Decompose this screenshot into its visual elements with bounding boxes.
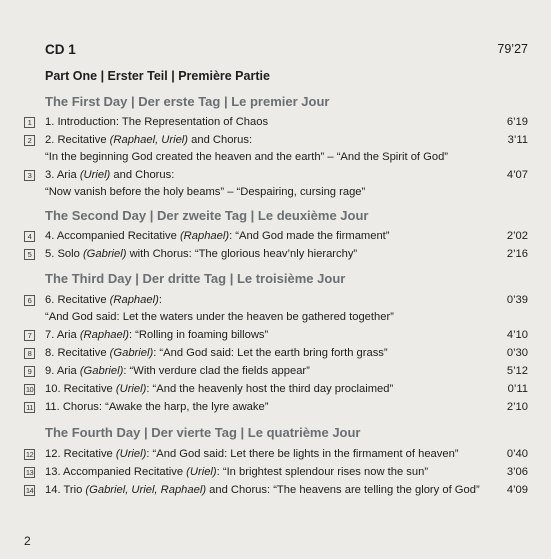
track-number-box: 12 [25,450,34,459]
track-duration: 0’30 [506,347,528,359]
track-subtitle: “And God said: Let the waters under the heaven be gathered together” [45,311,394,323]
track-duration: 5’12 [506,365,528,377]
track-number-box: 10 [25,385,34,394]
track-subtitle: “In the beginning God created the heaven and the earth” – “And the Spirit of God” [45,151,449,163]
cd-title: CD 1 [45,42,76,57]
track-title: 7. Aria (Raphael): “Rolling in foaming billows” [45,329,269,341]
cd-total-time: 79’27 [497,42,528,56]
track-duration: 0’39 [506,294,528,306]
day-heading: The Fourth Day | Der vierte Tag | Le quatrième Jour [45,425,361,440]
track-duration: 2’02 [506,230,528,242]
track-number-box: 11 [24,402,35,413]
track-title: 13. Accompanied Recitative (Uriel): “In brightest splendour rises now the sun” [45,466,429,478]
track-duration: 6’19 [506,116,528,128]
track-number-box: 2 [24,135,35,146]
track-title: 6. Recitative (Raphael): [45,294,162,306]
track-duration: 4’07 [506,169,528,181]
track-subtitle: “Now vanish before the holy beams” – “Despairing, cursing rage” [45,186,366,198]
track-title: 8. Recitative (Gabriel): “And God said: Let the earth bring forth grass” [45,347,388,359]
track-title: 5. Solo (Gabriel) with Chorus: “The glorious heav’nly hierarchy” [45,248,358,260]
day-heading: The First Day | Der erste Tag | Le premier Jour [45,94,330,109]
track-duration: 3’06 [506,466,528,478]
track-number-box: 4 [24,231,35,242]
track-number-box: 13 [25,468,34,477]
track-title: 4. Accompanied Recitative (Raphael): “And God made the firmament” [45,230,390,242]
page-number: 2 [24,534,31,548]
track-number-box: 6 [24,295,35,306]
track-title: 12. Recitative (Uriel): “And God said: Let there be lights in the firmament of heaven” [45,448,459,460]
track-title: 10. Recitative (Uriel): “And the heavenly host the third day proclaimed” [45,383,394,395]
track-duration: 3’11 [507,134,528,146]
track-duration: 2’10 [506,401,528,413]
track-duration: 4’09 [506,484,528,496]
track-number-box: 3 [24,170,35,181]
track-number-box: 8 [24,348,35,359]
track-number-box: 9 [24,366,35,377]
track-duration: 0’40 [506,448,528,460]
track-title: 11. Chorus: “Awake the harp, the lyre awake” [45,401,269,413]
track-title: 9. Aria (Gabriel): “With verdure clad the fields appear” [45,365,310,377]
track-title: 3. Aria (Uriel) and Chorus: [45,169,175,181]
track-title: 14. Trio (Gabriel, Uriel, Raphael) and Chorus: “The heavens are telling the glory of God” [45,484,480,496]
track-title: 2. Recitative (Raphael, Uriel) and Chorus: [45,134,253,146]
track-title: 1. Introduction: The Representation of Chaos [45,116,269,128]
track-duration: 4’10 [506,329,528,341]
cd-header [45,42,528,60]
track-number-box: 5 [24,249,35,260]
track-number-box: 1 [24,117,35,128]
track-duration: 2’16 [506,248,528,260]
track-number-box: 7 [24,330,35,341]
day-heading: The Second Day | Der zweite Tag | Le deuxième Jour [45,208,369,223]
day-heading: The Third Day | Der dritte Tag | Le troisième Jour [45,271,346,286]
track-number-box: 14 [25,486,34,495]
part-heading: Part One | Erster Teil | Première Partie [45,69,270,83]
track-duration: 0’11 [507,383,528,395]
